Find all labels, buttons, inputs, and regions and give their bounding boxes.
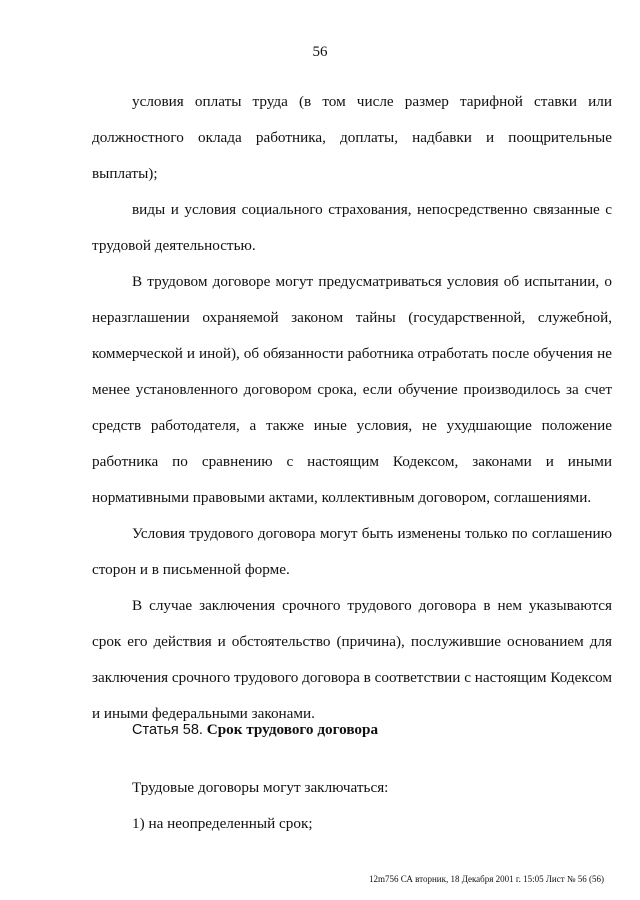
article-item-1: 1) на неопределенный срок;	[132, 815, 313, 832]
article-heading	[132, 712, 612, 748]
article-58	[92, 712, 612, 842]
article-number: Статья 58.	[132, 722, 203, 738]
paragraph-fixed-term-contract: В случае заключения срочного трудового договора в нем указываются срок его действия и обстоятельство (причина), послужившие основанием для заключения срочного трудового договора в соответствии с настоящим Кодексом и иными федеральными законами.	[92, 597, 612, 722]
footer-stamp: 12m756 СА вторник, 18 Декабря 2001 г. 15:05 Лист № 56 (56)	[369, 874, 604, 884]
paragraph-payment-conditions: условия оплаты труда (в том числе размер тарифной ставки или должностного оклада работника, доплаты, надбавки и поощрительные выплаты);	[92, 93, 612, 182]
article-title: Срок трудового договора	[206, 721, 379, 738]
article-intro: Трудовые договоры могут заключаться:	[132, 779, 389, 796]
body-text	[92, 84, 612, 732]
page-number: 56	[312, 44, 328, 60]
paragraph-contract-conditions: В трудовом договоре могут предусматриваться условия об испытании, о неразглашении охраняемой законом тайны (государственной, служебной, коммерческой и иной), об обязанности работника отработать после обучения не менее установленного договором срока, если обучение производилось за счет средств работодателя, а также иные условия, не ухудшающие положение работника по сравнению с настоящим Кодексом, законами и иными нормативными правовыми актами, коллективным договором, соглашениями.	[92, 273, 612, 506]
paragraph-contract-changes: Условия трудового договора могут быть изменены только по соглашению сторон и в письменной форме.	[92, 525, 612, 578]
paragraph-social-insurance: виды и условия социального страхования, непосредственно связанные с трудовой деятельностью.	[92, 201, 612, 254]
